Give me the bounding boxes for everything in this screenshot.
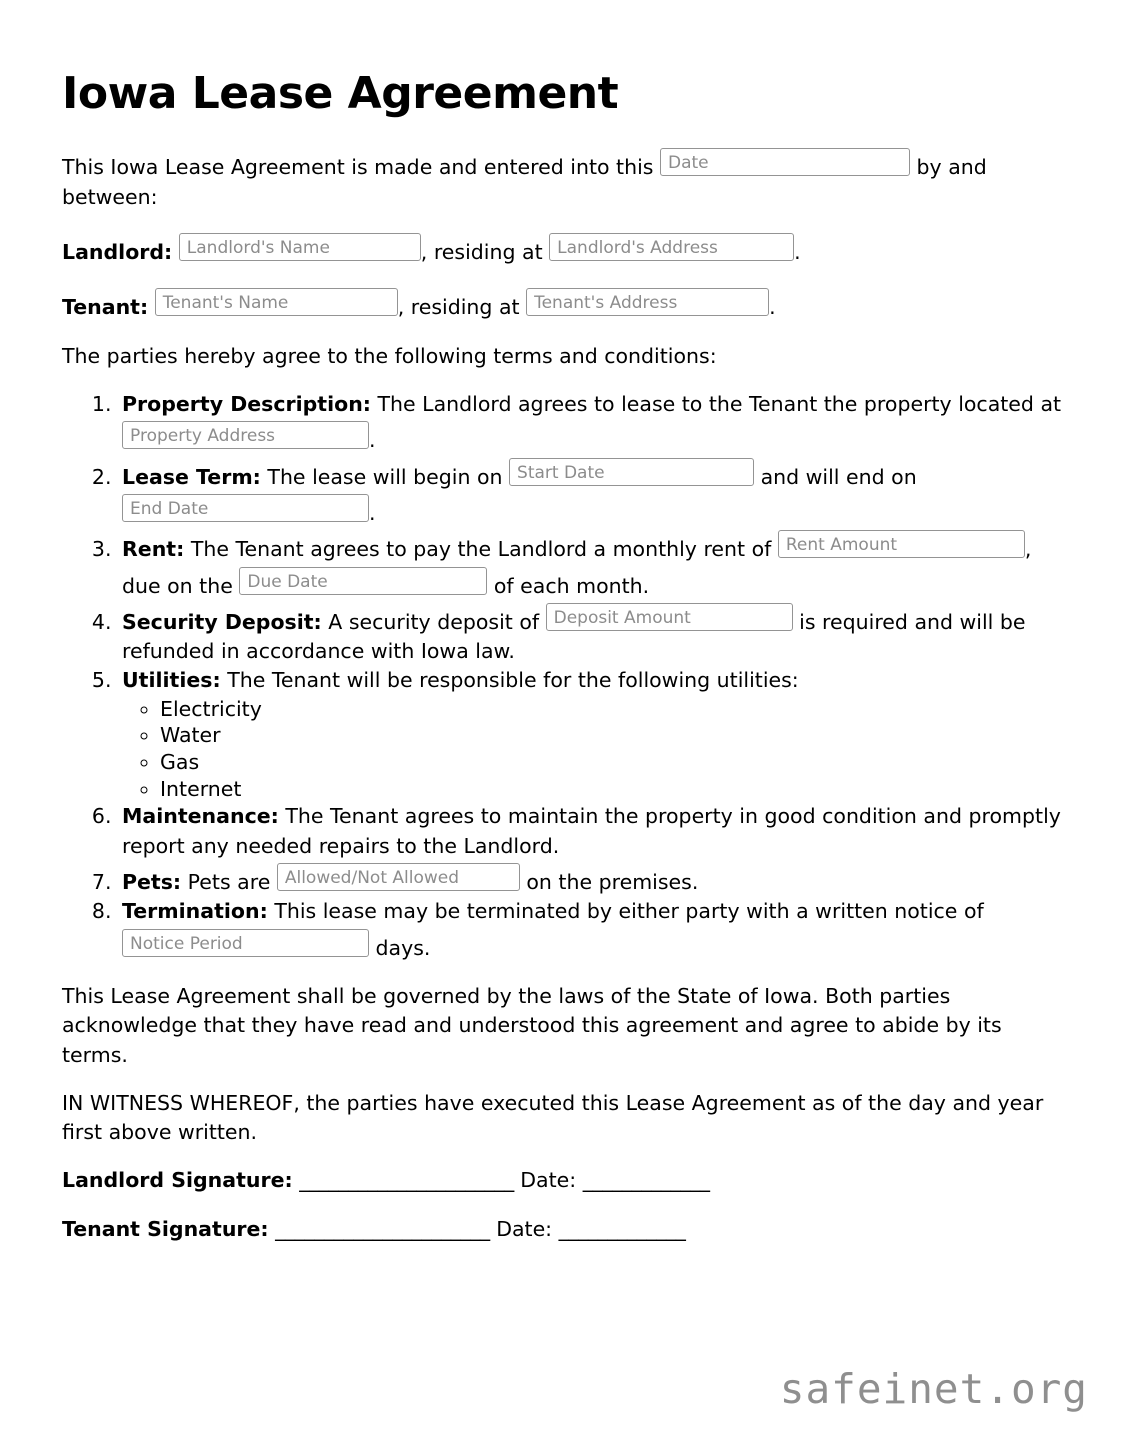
term-lease-term: [118, 456, 1062, 529]
term-termination: [118, 897, 1062, 963]
intro-paragraph: [62, 146, 1062, 212]
intro-text-before: This Iowa Lease Agreement is made and entered into this: [62, 155, 654, 180]
intro-text-after: by and between:: [62, 155, 987, 209]
end-date-input[interactable]: End Date: [122, 494, 369, 522]
term-utilities-label: Utilities:: [122, 668, 221, 693]
term-rent-label: Rent:: [122, 537, 185, 562]
term-lease-label: Lease Term:: [122, 464, 261, 489]
terms-lead-paragraph: The parties hereby agree to the following terms and conditions:: [62, 343, 717, 368]
term-rent: [118, 528, 1062, 601]
term-property-text-before: The Landlord agrees to lease to the Tenant the property located at: [377, 391, 1062, 416]
tenant-date-label: Date:: [496, 1216, 553, 1241]
term-rent-text-middle: , due on the: [122, 537, 1032, 598]
term-deposit-text-before: A security deposit of: [328, 609, 540, 634]
notice-period-input[interactable]: Notice Period: [122, 929, 369, 957]
landlord-label: Landlord:: [62, 240, 173, 265]
term-pets-text-before: Pets are: [187, 869, 271, 894]
term-maintenance-label: Maintenance:: [122, 804, 279, 829]
term-security-deposit: [118, 601, 1062, 667]
tenant-signature-line: [62, 1215, 1062, 1244]
term-pets-label: Pets:: [122, 869, 182, 894]
governing-law-paragraph: This Lease Agreement shall be governed by the laws of the State of Iowa. Both parties acknowledge that they have read and understood this agreement and agree to abide by its terms.: [62, 983, 1002, 1067]
term-termination-label: Termination:: [122, 899, 268, 924]
rent-amount-input[interactable]: Rent Amount: [778, 530, 1025, 558]
tenant-signature-label: Tenant Signature:: [62, 1216, 269, 1241]
witness-paragraph: IN WITNESS WHEREOF, the parties have executed this Lease Agreement as of the day and year first above written.: [62, 1090, 1044, 1145]
property-address-input[interactable]: Property Address: [122, 421, 369, 449]
tenant-line: [62, 286, 1062, 322]
term-pets: [118, 861, 1062, 897]
tenant-label: Tenant:: [62, 295, 149, 320]
landlord-address-input[interactable]: Landlord's Address: [549, 233, 794, 261]
term-maintenance-text: The Tenant agrees to maintain the property in good condition and promptly report any needed repairs to the Landlord.: [122, 804, 1061, 858]
landlord-signature-label: Landlord Signature:: [62, 1168, 293, 1193]
tenant-name-input[interactable]: Tenant's Name: [155, 288, 398, 316]
tenant-period: .: [769, 295, 776, 320]
page-title: Iowa Lease Agreement: [62, 68, 619, 119]
landlord-date-rule[interactable]: _____________: [582, 1168, 710, 1193]
list-item: ◦ Electricity: [160, 696, 1062, 723]
term-lease-text-after: .: [369, 500, 376, 525]
watermark: safeinet.org: [779, 1365, 1088, 1413]
term-property-text-after: .: [369, 428, 376, 453]
term-utilities: [118, 666, 1062, 802]
term-maintenance: [118, 802, 1062, 861]
term-lease-text-before: The lease will begin on: [267, 464, 503, 489]
list-item: ◦ Internet: [160, 776, 1062, 803]
terms-list: [62, 390, 1062, 963]
term-property-label: Property Description:: [122, 391, 371, 416]
term-termination-text-after: days.: [375, 935, 431, 960]
landlord-name-input[interactable]: Landlord's Name: [179, 233, 421, 261]
tenant-date-rule[interactable]: _____________: [558, 1216, 686, 1241]
due-date-input[interactable]: Due Date: [239, 567, 487, 595]
term-property-description: [118, 390, 1062, 456]
utilities-list: [122, 696, 1062, 803]
landlord-signature-rule[interactable]: ______________________: [299, 1168, 514, 1193]
tenant-residing-text: , residing at: [397, 295, 520, 320]
term-rent-text-after: of each month.: [493, 573, 650, 598]
date-input[interactable]: Date: [660, 148, 910, 176]
pets-allowed-input[interactable]: Allowed/Not Allowed: [277, 863, 520, 891]
term-rent-text-before: The Tenant agrees to pay the Landlord a monthly rent of: [190, 537, 772, 562]
landlord-residing-text: , residing at: [420, 240, 543, 265]
term-pets-text-after: on the premises.: [526, 869, 699, 894]
landlord-date-label: Date:: [520, 1168, 577, 1193]
landlord-period: .: [794, 240, 801, 265]
tenant-signature-rule[interactable]: ______________________: [275, 1216, 490, 1241]
start-date-input[interactable]: Start Date: [509, 458, 754, 486]
list-item: ◦ Gas: [160, 749, 1062, 776]
landlord-signature-line: [62, 1166, 1062, 1195]
term-deposit-text-after: is required and will be refunded in accordance with Iowa law.: [122, 609, 1026, 664]
term-utilities-text: The Tenant will be responsible for the following utilities:: [227, 668, 799, 693]
term-lease-text-middle: and will end on: [760, 464, 917, 489]
list-item: ◦ Water: [160, 722, 1062, 749]
deposit-amount-input[interactable]: Deposit Amount: [546, 603, 793, 631]
landlord-line: [62, 231, 1062, 267]
term-termination-text-before: This lease may be terminated by either party with a written notice of: [274, 899, 984, 924]
tenant-address-input[interactable]: Tenant's Address: [526, 288, 769, 316]
term-deposit-label: Security Deposit:: [122, 609, 322, 634]
